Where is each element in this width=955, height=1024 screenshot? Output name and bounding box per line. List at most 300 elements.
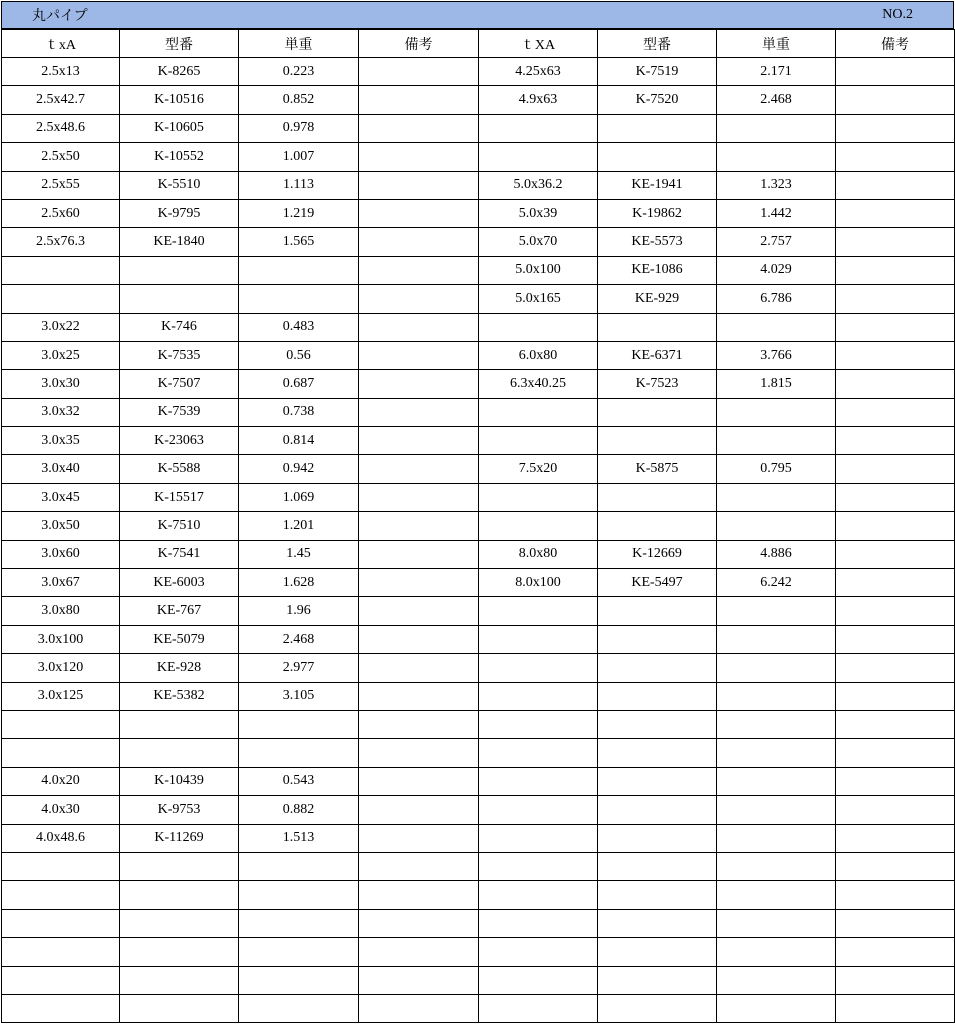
cell-unit-weight-left[interactable]: 1.007 — [239, 143, 359, 171]
cell-model-right[interactable] — [598, 796, 717, 824]
cell-model-right[interactable] — [598, 483, 717, 511]
table-row — [2, 199, 955, 227]
cell-size-right[interactable]: 4.9x63 — [479, 86, 598, 114]
cell-remarks-left[interactable] — [359, 370, 479, 398]
cell-size-right[interactable] — [479, 824, 598, 852]
cell-remarks-left[interactable] — [359, 512, 479, 540]
cell-remarks-right[interactable] — [836, 710, 955, 738]
cell-remarks-left[interactable] — [359, 143, 479, 171]
cell-remarks-left[interactable] — [359, 625, 479, 653]
cell-model-left[interactable] — [120, 994, 239, 1022]
cell-size-left[interactable] — [2, 994, 120, 1022]
table-row — [2, 852, 955, 880]
cell-model-right[interactable]: K-19862 — [598, 199, 717, 227]
cell-unit-weight-right[interactable] — [717, 824, 836, 852]
page-number: NO.2 — [882, 7, 913, 22]
cell-model-right[interactable] — [598, 938, 717, 966]
cell-size-left[interactable] — [2, 256, 120, 284]
cell-size-right[interactable] — [479, 796, 598, 824]
cell-remarks-right[interactable] — [836, 654, 955, 682]
cell-size-right[interactable]: 8.0x80 — [479, 540, 598, 568]
cell-remarks-right[interactable] — [836, 58, 955, 86]
cell-unit-weight-right[interactable] — [717, 767, 836, 795]
cell-size-right[interactable] — [479, 512, 598, 540]
cell-unit-weight-left[interactable]: 0.543 — [239, 767, 359, 795]
table-row — [2, 682, 955, 710]
cell-remarks-right[interactable] — [836, 767, 955, 795]
cell-model-right[interactable] — [598, 739, 717, 767]
header-size-right: ｔXA — [479, 30, 598, 58]
cell-remarks-right[interactable] — [836, 824, 955, 852]
cell-remarks-left[interactable] — [359, 313, 479, 341]
cell-model-right[interactable] — [598, 313, 717, 341]
cell-model-right[interactable] — [598, 994, 717, 1022]
cell-unit-weight-left[interactable]: 1.113 — [239, 171, 359, 199]
cell-remarks-left[interactable] — [359, 710, 479, 738]
cell-unit-weight-right[interactable] — [717, 483, 836, 511]
cell-remarks-left[interactable] — [359, 540, 479, 568]
cell-remarks-left[interactable] — [359, 654, 479, 682]
cell-model-left[interactable]: KE-1840 — [120, 228, 239, 256]
header-remarks-left: 備考 — [359, 30, 479, 58]
cell-unit-weight-right[interactable]: 6.242 — [717, 569, 836, 597]
cell-remarks-left[interactable] — [359, 852, 479, 880]
header-unit-weight-left: 単重 — [239, 30, 359, 58]
cell-size-right[interactable] — [479, 427, 598, 455]
cell-size-right[interactable]: 7.5x20 — [479, 455, 598, 483]
cell-unit-weight-right[interactable] — [717, 313, 836, 341]
cell-model-left[interactable]: K-15517 — [120, 483, 239, 511]
cell-unit-weight-left[interactable]: 0.223 — [239, 58, 359, 86]
cell-remarks-left[interactable] — [359, 682, 479, 710]
cell-remarks-left[interactable] — [359, 256, 479, 284]
cell-size-left[interactable]: 3.0x120 — [2, 654, 120, 682]
cell-remarks-left[interactable] — [359, 228, 479, 256]
cell-unit-weight-left[interactable]: 1.45 — [239, 540, 359, 568]
cell-remarks-right[interactable] — [836, 512, 955, 540]
cell-size-right[interactable] — [479, 767, 598, 795]
cell-model-left[interactable]: K-10439 — [120, 767, 239, 795]
cell-size-left[interactable] — [2, 966, 120, 994]
cell-model-left[interactable]: K-7535 — [120, 341, 239, 369]
cell-unit-weight-right[interactable]: 1.442 — [717, 199, 836, 227]
cell-model-left[interactable]: K-11269 — [120, 824, 239, 852]
table-row — [2, 966, 955, 994]
cell-unit-weight-right[interactable] — [717, 597, 836, 625]
cell-size-left[interactable]: 2.5x60 — [2, 199, 120, 227]
cell-remarks-right[interactable] — [836, 313, 955, 341]
cell-remarks-right[interactable] — [836, 86, 955, 114]
cell-model-left[interactable]: K-23063 — [120, 427, 239, 455]
cell-size-right[interactable]: 6.3x40.25 — [479, 370, 598, 398]
cell-remarks-right[interactable] — [836, 739, 955, 767]
cell-size-left[interactable]: 3.0x35 — [2, 427, 120, 455]
cell-size-right[interactable]: 5.0x36.2 — [479, 171, 598, 199]
cell-unit-weight-left[interactable]: 0.483 — [239, 313, 359, 341]
table-row — [2, 86, 955, 114]
cell-size-right[interactable] — [479, 938, 598, 966]
cell-size-left[interactable]: 4.0x30 — [2, 796, 120, 824]
table-row — [2, 994, 955, 1022]
cell-model-left[interactable]: K-746 — [120, 313, 239, 341]
cell-unit-weight-right[interactable]: 4.029 — [717, 256, 836, 284]
cell-unit-weight-right[interactable] — [717, 654, 836, 682]
cell-size-right[interactable] — [479, 909, 598, 937]
cell-size-right[interactable] — [479, 852, 598, 880]
cell-remarks-left[interactable] — [359, 199, 479, 227]
cell-unit-weight-right[interactable]: 1.323 — [717, 171, 836, 199]
cell-unit-weight-left[interactable]: 3.105 — [239, 682, 359, 710]
cell-model-left[interactable] — [120, 938, 239, 966]
cell-unit-weight-right[interactable] — [717, 114, 836, 142]
cell-model-left[interactable]: K-10605 — [120, 114, 239, 142]
cell-model-right[interactable] — [598, 767, 717, 795]
cell-size-left[interactable]: 3.0x25 — [2, 341, 120, 369]
cell-unit-weight-right[interactable] — [717, 938, 836, 966]
cell-model-left[interactable]: K-10516 — [120, 86, 239, 114]
cell-unit-weight-right[interactable]: 2.171 — [717, 58, 836, 86]
cell-size-left[interactable]: 4.0x20 — [2, 767, 120, 795]
cell-remarks-right[interactable] — [836, 114, 955, 142]
cell-unit-weight-right[interactable] — [717, 909, 836, 937]
cell-model-right[interactable] — [598, 909, 717, 937]
cell-unit-weight-left[interactable]: 2.977 — [239, 654, 359, 682]
cell-remarks-right[interactable] — [836, 796, 955, 824]
cell-remarks-left[interactable] — [359, 966, 479, 994]
header-model-left: 型番 — [120, 30, 239, 58]
table-row — [2, 455, 955, 483]
cell-model-right[interactable]: KE-5573 — [598, 228, 717, 256]
cell-remarks-left[interactable] — [359, 86, 479, 114]
cell-size-left[interactable] — [2, 938, 120, 966]
header-model-right: 型番 — [598, 30, 717, 58]
cell-size-left[interactable]: 2.5x13 — [2, 58, 120, 86]
cell-unit-weight-right[interactable]: 3.766 — [717, 341, 836, 369]
cell-model-left[interactable]: K-9795 — [120, 199, 239, 227]
cell-model-left[interactable]: K-7510 — [120, 512, 239, 540]
cell-size-right[interactable] — [479, 966, 598, 994]
header-size-left: ｔxA — [2, 30, 120, 58]
cell-unit-weight-left[interactable]: 1.513 — [239, 824, 359, 852]
cell-unit-weight-right[interactable] — [717, 852, 836, 880]
cell-size-right[interactable] — [479, 710, 598, 738]
cell-size-right[interactable]: 4.25x63 — [479, 58, 598, 86]
cell-size-left[interactable] — [2, 739, 120, 767]
cell-remarks-left[interactable] — [359, 824, 479, 852]
cell-unit-weight-left[interactable]: 0.852 — [239, 86, 359, 114]
cell-model-right[interactable] — [598, 597, 717, 625]
cell-size-right[interactable]: 5.0x39 — [479, 199, 598, 227]
cell-unit-weight-left[interactable]: 0.978 — [239, 114, 359, 142]
cell-model-left[interactable] — [120, 909, 239, 937]
cell-model-right[interactable]: K-7523 — [598, 370, 717, 398]
cell-unit-weight-left[interactable]: 0.56 — [239, 341, 359, 369]
cell-unit-weight-right[interactable] — [717, 625, 836, 653]
cell-unit-weight-left[interactable]: 1.069 — [239, 483, 359, 511]
table-row — [2, 824, 955, 852]
cell-unit-weight-right[interactable] — [717, 966, 836, 994]
cell-model-left[interactable]: K-8265 — [120, 58, 239, 86]
cell-model-right[interactable] — [598, 710, 717, 738]
cell-size-left[interactable]: 3.0x22 — [2, 313, 120, 341]
cell-size-right[interactable]: 5.0x165 — [479, 285, 598, 313]
cell-unit-weight-left[interactable] — [239, 881, 359, 909]
cell-model-left[interactable]: KE-767 — [120, 597, 239, 625]
cell-unit-weight-right[interactable] — [717, 427, 836, 455]
cell-size-right[interactable] — [479, 654, 598, 682]
cell-size-left[interactable]: 4.0x48.6 — [2, 824, 120, 852]
cell-model-right[interactable]: K-5875 — [598, 455, 717, 483]
cell-model-right[interactable] — [598, 881, 717, 909]
table-row — [2, 938, 955, 966]
cell-size-right[interactable] — [479, 398, 598, 426]
cell-model-right[interactable] — [598, 654, 717, 682]
table-row — [2, 256, 955, 284]
cell-unit-weight-right[interactable]: 6.786 — [717, 285, 836, 313]
cell-remarks-left[interactable] — [359, 881, 479, 909]
cell-remarks-left[interactable] — [359, 739, 479, 767]
cell-model-right[interactable]: KE-1086 — [598, 256, 717, 284]
cell-unit-weight-right[interactable] — [717, 796, 836, 824]
cell-remarks-right[interactable] — [836, 994, 955, 1022]
cell-unit-weight-right[interactable] — [717, 710, 836, 738]
cell-model-left[interactable]: KE-5079 — [120, 625, 239, 653]
cell-unit-weight-left[interactable]: 0.882 — [239, 796, 359, 824]
cell-unit-weight-right[interactable] — [717, 682, 836, 710]
cell-remarks-right[interactable] — [836, 171, 955, 199]
cell-unit-weight-right[interactable]: 2.468 — [717, 86, 836, 114]
cell-remarks-left[interactable] — [359, 427, 479, 455]
cell-size-right[interactable] — [479, 881, 598, 909]
cell-size-left[interactable]: 2.5x48.6 — [2, 114, 120, 142]
table-row — [2, 398, 955, 426]
cell-size-left[interactable]: 3.0x125 — [2, 682, 120, 710]
cell-remarks-right[interactable] — [836, 625, 955, 653]
table-row — [2, 597, 955, 625]
cell-unit-weight-right[interactable] — [717, 739, 836, 767]
cell-remarks-right[interactable] — [836, 597, 955, 625]
cell-remarks-right[interactable] — [836, 483, 955, 511]
cell-unit-weight-left[interactable] — [239, 285, 359, 313]
cell-model-left[interactable]: K-9753 — [120, 796, 239, 824]
cell-size-right[interactable] — [479, 739, 598, 767]
cell-unit-weight-left[interactable]: 0.814 — [239, 427, 359, 455]
cell-size-left[interactable]: 3.0x50 — [2, 512, 120, 540]
cell-model-left[interactable] — [120, 881, 239, 909]
table-row — [2, 540, 955, 568]
cell-remarks-left[interactable] — [359, 58, 479, 86]
cell-unit-weight-left[interactable] — [239, 994, 359, 1022]
cell-model-left[interactable]: K-10552 — [120, 143, 239, 171]
cell-model-right[interactable]: K-7519 — [598, 58, 717, 86]
cell-size-right[interactable] — [479, 597, 598, 625]
cell-model-right[interactable] — [598, 398, 717, 426]
cell-model-right[interactable] — [598, 512, 717, 540]
cell-unit-weight-left[interactable] — [239, 966, 359, 994]
cell-unit-weight-left[interactable]: 0.687 — [239, 370, 359, 398]
cell-unit-weight-right[interactable] — [717, 994, 836, 1022]
cell-remarks-left[interactable] — [359, 909, 479, 937]
cell-size-left[interactable]: 2.5x55 — [2, 171, 120, 199]
cell-unit-weight-left[interactable]: 1.628 — [239, 569, 359, 597]
cell-remarks-right[interactable] — [836, 909, 955, 937]
cell-remarks-left[interactable] — [359, 285, 479, 313]
cell-size-right[interactable]: 6.0x80 — [479, 341, 598, 369]
cell-size-left[interactable]: 2.5x50 — [2, 143, 120, 171]
cell-size-right[interactable] — [479, 682, 598, 710]
cell-model-right[interactable]: KE-5497 — [598, 569, 717, 597]
cell-unit-weight-left[interactable]: 1.201 — [239, 512, 359, 540]
cell-model-left[interactable]: K-5588 — [120, 455, 239, 483]
cell-remarks-right[interactable] — [836, 682, 955, 710]
cell-remarks-right[interactable] — [836, 285, 955, 313]
cell-remarks-left[interactable] — [359, 171, 479, 199]
cell-model-left[interactable]: KE-6003 — [120, 569, 239, 597]
cell-unit-weight-left[interactable] — [239, 909, 359, 937]
cell-model-right[interactable] — [598, 143, 717, 171]
cell-size-left[interactable]: 3.0x80 — [2, 597, 120, 625]
cell-remarks-right[interactable] — [836, 938, 955, 966]
cell-model-right[interactable] — [598, 966, 717, 994]
cell-size-left[interactable] — [2, 710, 120, 738]
cell-remarks-left[interactable] — [359, 341, 479, 369]
cell-unit-weight-left[interactable]: 1.96 — [239, 597, 359, 625]
cell-unit-weight-right[interactable] — [717, 143, 836, 171]
cell-remarks-right[interactable] — [836, 370, 955, 398]
cell-remarks-right[interactable] — [836, 455, 955, 483]
cell-size-left[interactable]: 2.5x76.3 — [2, 228, 120, 256]
cell-model-left[interactable]: K-7541 — [120, 540, 239, 568]
cell-remarks-left[interactable] — [359, 455, 479, 483]
cell-remarks-right[interactable] — [836, 852, 955, 880]
cell-model-left[interactable]: KE-928 — [120, 654, 239, 682]
table-row — [2, 654, 955, 682]
cell-model-left[interactable] — [120, 256, 239, 284]
cell-model-left[interactable] — [120, 739, 239, 767]
cell-model-right[interactable]: KE-6371 — [598, 341, 717, 369]
cell-unit-weight-left[interactable] — [239, 710, 359, 738]
cell-remarks-left[interactable] — [359, 483, 479, 511]
cell-size-right[interactable] — [479, 625, 598, 653]
cell-unit-weight-left[interactable]: 0.738 — [239, 398, 359, 426]
cell-size-right[interactable]: 8.0x100 — [479, 569, 598, 597]
cell-unit-weight-left[interactable]: 0.942 — [239, 455, 359, 483]
table-row — [2, 58, 955, 86]
cell-model-left[interactable]: K-7539 — [120, 398, 239, 426]
cell-remarks-right[interactable] — [836, 199, 955, 227]
cell-size-left[interactable]: 3.0x40 — [2, 455, 120, 483]
table-row — [2, 114, 955, 142]
cell-model-right[interactable] — [598, 114, 717, 142]
cell-size-left[interactable] — [2, 881, 120, 909]
cell-model-left[interactable] — [120, 852, 239, 880]
cell-size-left[interactable]: 3.0x45 — [2, 483, 120, 511]
cell-remarks-left[interactable] — [359, 767, 479, 795]
cell-remarks-left[interactable] — [359, 597, 479, 625]
cell-size-right[interactable] — [479, 994, 598, 1022]
cell-remarks-left[interactable] — [359, 938, 479, 966]
sheet-title: 丸パイプ — [32, 9, 88, 24]
cell-model-right[interactable] — [598, 427, 717, 455]
cell-model-right[interactable]: KE-929 — [598, 285, 717, 313]
cell-unit-weight-left[interactable]: 1.219 — [239, 199, 359, 227]
cell-unit-weight-right[interactable]: 2.757 — [717, 228, 836, 256]
table-row — [2, 171, 955, 199]
cell-remarks-right[interactable] — [836, 398, 955, 426]
cell-size-left[interactable]: 2.5x42.7 — [2, 86, 120, 114]
cell-model-left[interactable]: KE-5382 — [120, 682, 239, 710]
table-row — [2, 767, 955, 795]
cell-remarks-right[interactable] — [836, 427, 955, 455]
cell-remarks-left[interactable] — [359, 114, 479, 142]
cell-remarks-right[interactable] — [836, 143, 955, 171]
cell-model-right[interactable] — [598, 824, 717, 852]
cell-size-left[interactable]: 3.0x32 — [2, 398, 120, 426]
cell-remarks-right[interactable] — [836, 569, 955, 597]
cell-model-right[interactable] — [598, 682, 717, 710]
cell-size-left[interactable]: 3.0x100 — [2, 625, 120, 653]
cell-remarks-right[interactable] — [836, 966, 955, 994]
cell-model-right[interactable]: K-7520 — [598, 86, 717, 114]
cell-model-left[interactable] — [120, 966, 239, 994]
cell-unit-weight-right[interactable] — [717, 512, 836, 540]
cell-remarks-right[interactable] — [836, 341, 955, 369]
cell-size-left[interactable] — [2, 285, 120, 313]
cell-size-left[interactable] — [2, 909, 120, 937]
table-row — [2, 909, 955, 937]
cell-unit-weight-left[interactable] — [239, 256, 359, 284]
cell-model-left[interactable]: K-7507 — [120, 370, 239, 398]
cell-unit-weight-left[interactable] — [239, 938, 359, 966]
cell-size-right[interactable]: 5.0x100 — [479, 256, 598, 284]
cell-size-right[interactable] — [479, 313, 598, 341]
cell-remarks-left[interactable] — [359, 796, 479, 824]
cell-size-left[interactable]: 3.0x30 — [2, 370, 120, 398]
cell-unit-weight-left[interactable] — [239, 739, 359, 767]
cell-size-left[interactable]: 3.0x67 — [2, 569, 120, 597]
cell-unit-weight-right[interactable]: 0.795 — [717, 455, 836, 483]
cell-remarks-right[interactable] — [836, 881, 955, 909]
cell-unit-weight-right[interactable] — [717, 881, 836, 909]
cell-remarks-right[interactable] — [836, 256, 955, 284]
cell-remarks-right[interactable] — [836, 540, 955, 568]
cell-remarks-right[interactable] — [836, 228, 955, 256]
cell-model-right[interactable] — [598, 852, 717, 880]
cell-remarks-left[interactable] — [359, 569, 479, 597]
cell-unit-weight-left[interactable] — [239, 852, 359, 880]
cell-model-left[interactable] — [120, 285, 239, 313]
cell-model-right[interactable]: K-12669 — [598, 540, 717, 568]
cell-model-right[interactable]: KE-1941 — [598, 171, 717, 199]
cell-unit-weight-left[interactable]: 1.565 — [239, 228, 359, 256]
cell-remarks-left[interactable] — [359, 398, 479, 426]
cell-size-right[interactable] — [479, 114, 598, 142]
cell-unit-weight-right[interactable]: 1.815 — [717, 370, 836, 398]
cell-size-left[interactable]: 3.0x60 — [2, 540, 120, 568]
cell-unit-weight-right[interactable]: 4.886 — [717, 540, 836, 568]
cell-unit-weight-left[interactable]: 2.468 — [239, 625, 359, 653]
cell-size-right[interactable] — [479, 143, 598, 171]
table-row — [2, 796, 955, 824]
cell-remarks-left[interactable] — [359, 994, 479, 1022]
cell-unit-weight-right[interactable] — [717, 398, 836, 426]
cell-size-left[interactable] — [2, 852, 120, 880]
cell-model-left[interactable] — [120, 710, 239, 738]
cell-model-right[interactable] — [598, 625, 717, 653]
cell-size-right[interactable] — [479, 483, 598, 511]
cell-model-left[interactable]: K-5510 — [120, 171, 239, 199]
cell-size-right[interactable]: 5.0x70 — [479, 228, 598, 256]
